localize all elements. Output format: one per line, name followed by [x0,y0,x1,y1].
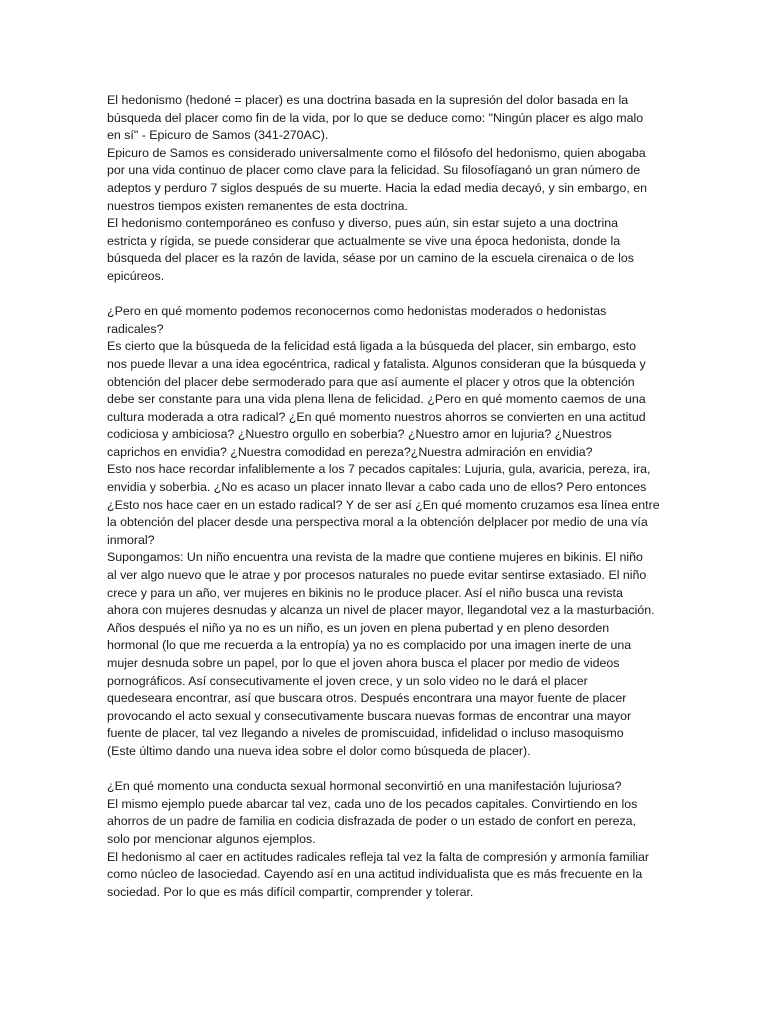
text-line: la obtención del placer desde una perspectiva moral a la obtención delplacer por medio de una vía [107,515,648,530]
text-line: búsqueda del placer como fin de la vida, por lo que se deduce como: "Ningún placer es algo malo [107,110,644,125]
paragraph [107,461,662,549]
text-line: crece y para un año, ver mujeres en bikinis no le produce placer. Así el niño busca una revista [107,585,623,600]
text-line: Esto nos hace recordar infaliblemente a los 7 pecados capitales: Lujuria, gula, avaricia, pereza, ira, [107,462,651,477]
paragraph [107,92,662,145]
text-line: epicúreos. [107,268,165,283]
text-line: Años después el niño ya no es un niño, es un joven en plena pubertad y en pleno desorden [107,620,610,635]
text-line: ¿Esto nos hace caer en un estado radical? Y de ser así ¿En qué momento cruzamos esa línea entre [107,497,660,512]
text-line: El mismo ejemplo puede abarcar tal vez, cada uno de los pecados capitales. Convirtiendo en los [107,796,638,811]
text-line: El hedonismo al caer en actitudes radicales refleja tal vez la falta de compresión y armonía familiar [107,849,650,864]
text-line: al ver algo nuevo que le atrae y por procesos naturales no puede evitar sentirse extasiado. El niño [107,568,647,583]
text-line: debe ser constante para una vida plena llena de felicidad. ¿Pero en qué momento caemos de una [107,392,646,407]
text-line: radicales? [107,321,164,336]
text-line: Epicuro de Samos es considerado universalmente como el filósofo del hedonismo, quien abogaba [107,145,646,160]
text-line: El hedonismo contemporáneo es confuso y diverso, pues aún, sin estar sujeto a una doctrina [107,216,619,231]
text-line: ahorros de un padre de familia en codicia disfrazada de poder o un estado de confort en pereza, [107,814,637,829]
text-line: por una vida continuo de placer como clave para la felicidad. Su filosofíaganó un gran número de [107,163,641,178]
text-line: pornográficos. Así consecutivamente el joven crece, y un solo video no le dará el placer [107,673,588,688]
text-line: quedeseara encontrar, así que buscara otros. Después encontrara una mayor fuente de placer [107,691,627,706]
text-line: codiciosa y ambiciosa? ¿Nuestro orgullo en soberbia? ¿Nuestro amor en lujuria? ¿Nuestros [107,427,612,442]
text-line: cultura moderada a otra radical? ¿En qué momento nuestros ahorros se convierten en una actitud [107,409,646,424]
paragraph [107,796,662,849]
text-line: caprichos en envidia? ¿Nuestra comodidad en pereza?¿Nuestra admiración en envidia? [107,444,593,459]
text-line: fuente de placer, tal vez llegando a niveles de promiscuidad, infidelidad o incluso masoquismo [107,726,624,741]
text-line: ahora con mujeres desnudas y alcanza un nivel de placer mayor, llegandotal vez a la masturbación. [107,603,655,618]
paragraph [107,778,662,796]
text-line: ¿En qué momento una conducta sexual hormonal seconvirtió en una manifestación lujuriosa? [107,779,622,794]
text-line: en sí" - Epicuro de Samos (341-270AC). [107,128,329,143]
text-line: solo por mencionar algunos ejemplos. [107,831,316,846]
text-line: nos puede llevar a una idea egocéntrica, radical y fatalista. Algunos consideran que la búsqueda y [107,356,646,371]
text-line: estricta y rígida, se puede considerar que actualmente se vive una época hedonista, donde la [107,233,621,248]
text-line: como núcleo de lasociedad. Cayendo así en una actitud individualista que es más frecuente en la [107,867,643,882]
paragraph [107,549,662,760]
paragraph-spacer [107,761,662,779]
text-line: sociedad. Por lo que es más difícil compartir, comprender y tolerar. [107,884,474,899]
text-line: obtención del placer debe sermoderado para que así aumente el placer y otros que la obtención [107,374,635,389]
text-line: nuestros tiempos existen remanentes de esta doctrina. [107,198,408,213]
text-line: adeptos y perduro 7 siglos después de su muerte. Hacia la edad media decayó, y sin embargo, en [107,180,648,195]
text-line: Es cierto que la búsqueda de la felicidad está ligada a la búsqueda del placer, sin embargo, esto [107,339,637,354]
text-line: El hedonismo (hedoné = placer) es una doctrina basada en la supresión del dolor basada en la [107,93,629,107]
text-line: búsqueda del placer es la razón de lavida, séase por un camino de la escuela cirenaica o de los [107,251,634,266]
paragraph [107,338,662,461]
paragraph [107,215,662,285]
text-line: mujer desnuda sobre un papel, por lo que el joven ahora busca el placer por medio de videos [107,656,620,670]
text-line: hormonal (lo que me recuerda a la entropía) ya no es complacido por una imagen inerte de una [107,638,632,653]
paragraph [107,145,662,215]
text-line: ¿Pero en qué momento podemos reconocernos como hedonistas moderados o hedonistas [107,304,607,319]
text-line: envidia y soberbia. ¿No es acaso un placer innato llevar a cabo cada uno de ellos? Pero entonces [107,480,647,495]
text-line: provocando el acto sexual y consecutivamente buscara nuevas formas de encontrar una mayor [107,708,632,723]
text-line: (Este último dando una nueva idea sobre el dolor como búsqueda de placer). [107,743,531,758]
text-line: inmoral? [107,532,155,547]
document-body [107,92,662,901]
text-line: Supongamos: Un niño encuentra una revista de la madre que contiene mujeres en bikinis. El niño [107,550,643,565]
paragraph [107,849,662,902]
paragraph-spacer [107,286,662,304]
paragraph [107,303,662,338]
